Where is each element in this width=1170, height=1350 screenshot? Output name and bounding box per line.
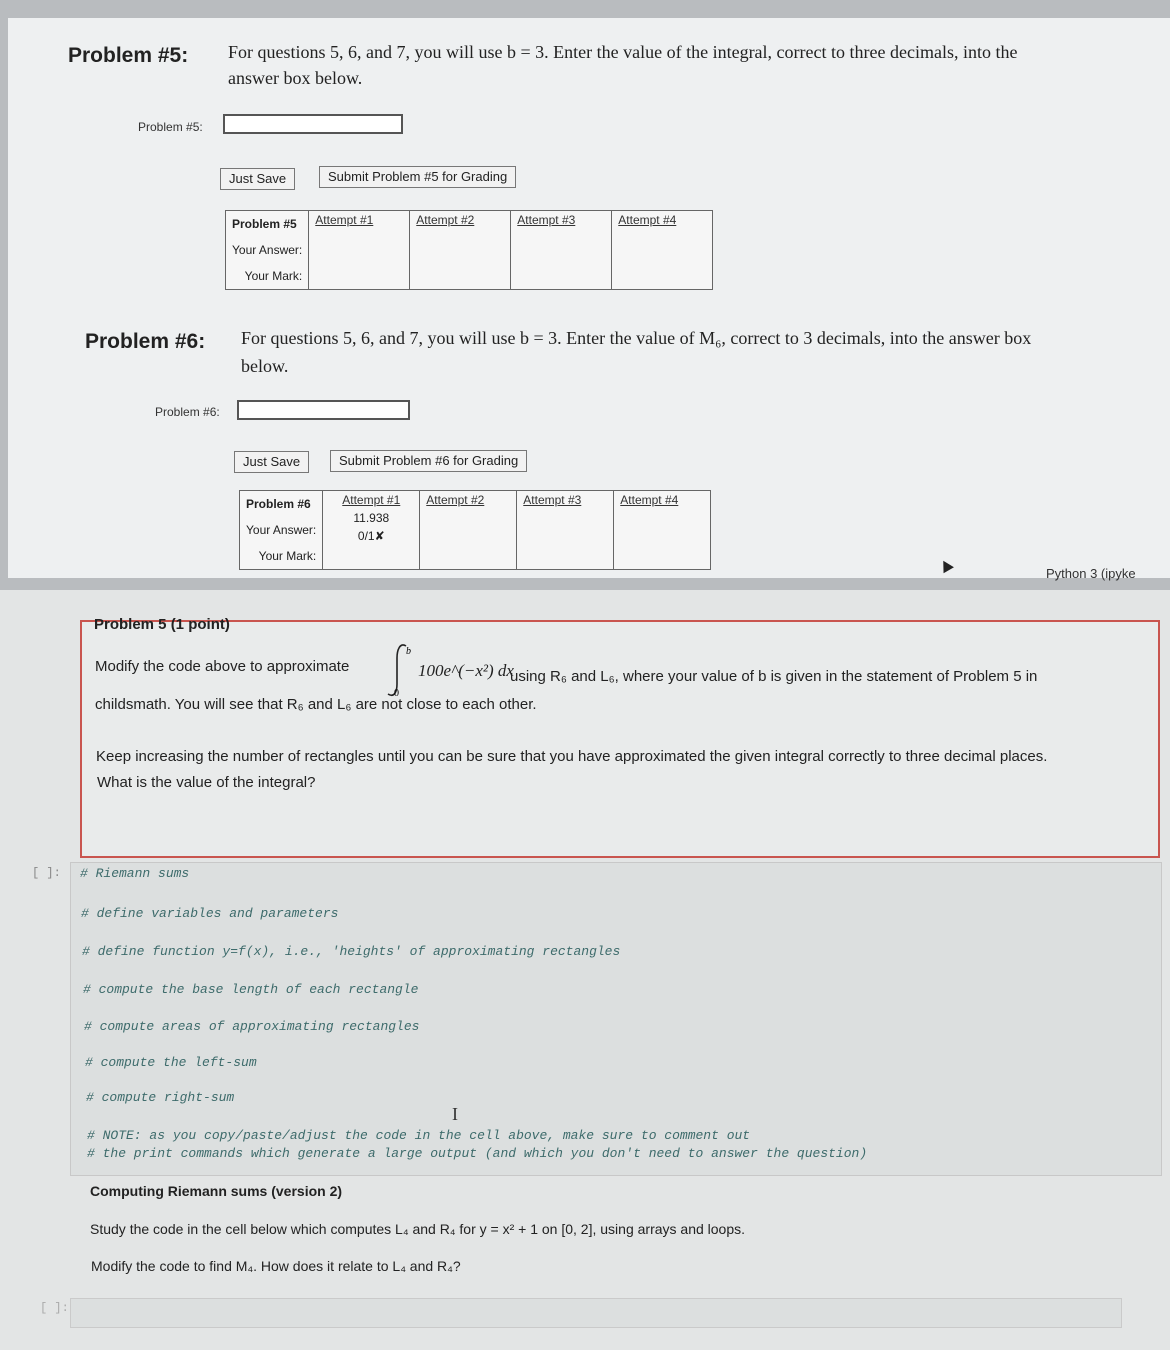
code-line-9: # the print commands which generate a large output (and which you don't need to answer the question) bbox=[87, 1146, 868, 1161]
problem5-field-label: Problem #5: bbox=[138, 120, 203, 134]
problem5-your-answer-label: Your Answer: bbox=[226, 237, 309, 263]
problem5-text-line2: answer box below. bbox=[228, 68, 363, 88]
code-line-1: # Riemann sums bbox=[80, 866, 190, 881]
kernel-indicator[interactable]: Python 3 (ipyke bbox=[1046, 566, 1136, 581]
code-line-2: # define variables and parameters bbox=[81, 906, 339, 921]
md-cell-title: Computing Riemann sums (version 2) bbox=[90, 1183, 343, 1199]
code-cell-prompt: [ ]: bbox=[32, 866, 61, 880]
problem6-attempt1-mark: 0/1✘ bbox=[357, 529, 385, 543]
problem5-submit-button[interactable]: Submit Problem #5 for Grading bbox=[319, 166, 516, 188]
problem5-attempts-table bbox=[225, 210, 713, 290]
bottom-cell-prompt: [ ]: bbox=[40, 1301, 69, 1315]
problem6-field-label: Problem #6: bbox=[155, 405, 220, 419]
problem5-just-save-button[interactable]: Just Save bbox=[220, 168, 295, 190]
problem6-just-save-button[interactable]: Just Save bbox=[234, 451, 309, 473]
problem5-alert-box bbox=[80, 620, 1160, 858]
problem5-answer-input[interactable] bbox=[223, 114, 403, 134]
code-line-4: # compute the base length of each rectangle bbox=[83, 982, 419, 997]
alert-line2: childsmath. You will see that R₆ and L₆ are not close to each other. bbox=[95, 696, 537, 713]
problem6-your-answer-label: Your Answer: bbox=[240, 517, 323, 543]
problem6-heading: Problem #6: bbox=[85, 330, 206, 353]
code-line-8: # NOTE: as you copy/paste/adjust the code in the cell above, make sure to comment out bbox=[87, 1128, 751, 1143]
problem6-attempt4-link[interactable]: Attempt #4 bbox=[620, 493, 679, 507]
integral-sign-icon bbox=[382, 640, 418, 700]
empty-code-cell[interactable] bbox=[70, 1298, 1122, 1328]
alert-title: Problem 5 (1 point) bbox=[94, 616, 230, 633]
problem6-submit-button[interactable]: Submit Problem #6 for Grading bbox=[330, 450, 527, 472]
problem5-attempt4-link[interactable]: Attempt #4 bbox=[618, 213, 677, 227]
md-cell-line2: Modify the code to find M₄. How does it relate to L₄ and R₄? bbox=[91, 1258, 461, 1274]
svg-text:b: b bbox=[406, 646, 411, 657]
problem5-text-line1: For questions 5, 6, and 7, you will use b = 3. Enter the value of the integral, correct to three decimals, into the bbox=[228, 42, 1018, 62]
alert-line4: What is the value of the integral? bbox=[97, 774, 316, 791]
code-line-5: # compute areas of approximating rectangles bbox=[84, 1019, 420, 1034]
problem6-attempt1-answer: 11.938 bbox=[353, 511, 390, 525]
problem5-your-mark-label: Your Mark: bbox=[226, 263, 309, 290]
text-cursor-icon: I bbox=[452, 1104, 458, 1124]
problem5-table-header: Problem #5 bbox=[232, 217, 297, 231]
problem6-answer-input[interactable] bbox=[237, 400, 410, 420]
code-line-7: # compute right-sum bbox=[86, 1090, 235, 1105]
md-cell-line1: Study the code in the cell below which computes L₄ and R₄ for y = x² + 1 on [0, 2], using arrays and loops. bbox=[90, 1221, 746, 1237]
problem6-attempts-table bbox=[239, 490, 711, 570]
problem5-heading: Problem #5: bbox=[68, 44, 189, 67]
problem6-text-line2: below. bbox=[241, 356, 289, 376]
problem6-attempt2-link[interactable]: Attempt #2 bbox=[426, 493, 485, 507]
problem6-your-mark-label: Your Mark: bbox=[240, 543, 323, 570]
code-line-6: # compute the left-sum bbox=[85, 1055, 257, 1070]
alert-integrand: 100e^(−x²) dx bbox=[418, 661, 514, 680]
alert-line1-post: using R₆ and L₆, where your value of b is given in the statement of Problem 5 in bbox=[510, 668, 1038, 685]
code-line-3: # define function y=f(x), i.e., 'heights' of approximating rectangles bbox=[82, 944, 621, 959]
alert-line3: Keep increasing the number of rectangles until you can be sure that you have approximated the given integral correctly to three decimal places. bbox=[96, 748, 1048, 765]
problem6-table-header: Problem #6 bbox=[246, 497, 311, 511]
problem5-attempt2-link[interactable]: Attempt #2 bbox=[416, 213, 475, 227]
problem5-attempt1-link[interactable]: Attempt #1 bbox=[315, 213, 374, 227]
problem6-attempt1-link[interactable]: Attempt #1 bbox=[342, 493, 401, 507]
problem6-text-line1: For questions 5, 6, and 7, you will use b = 3. Enter the value of M₆, correct to 3 decimals, into the answer box bbox=[241, 328, 1032, 348]
svg-text:0: 0 bbox=[394, 688, 399, 699]
alert-line1-pre: Modify the code above to approximate bbox=[95, 658, 350, 675]
problem5-attempt3-link[interactable]: Attempt #3 bbox=[517, 213, 576, 227]
problem6-attempt3-link[interactable]: Attempt #3 bbox=[523, 493, 582, 507]
